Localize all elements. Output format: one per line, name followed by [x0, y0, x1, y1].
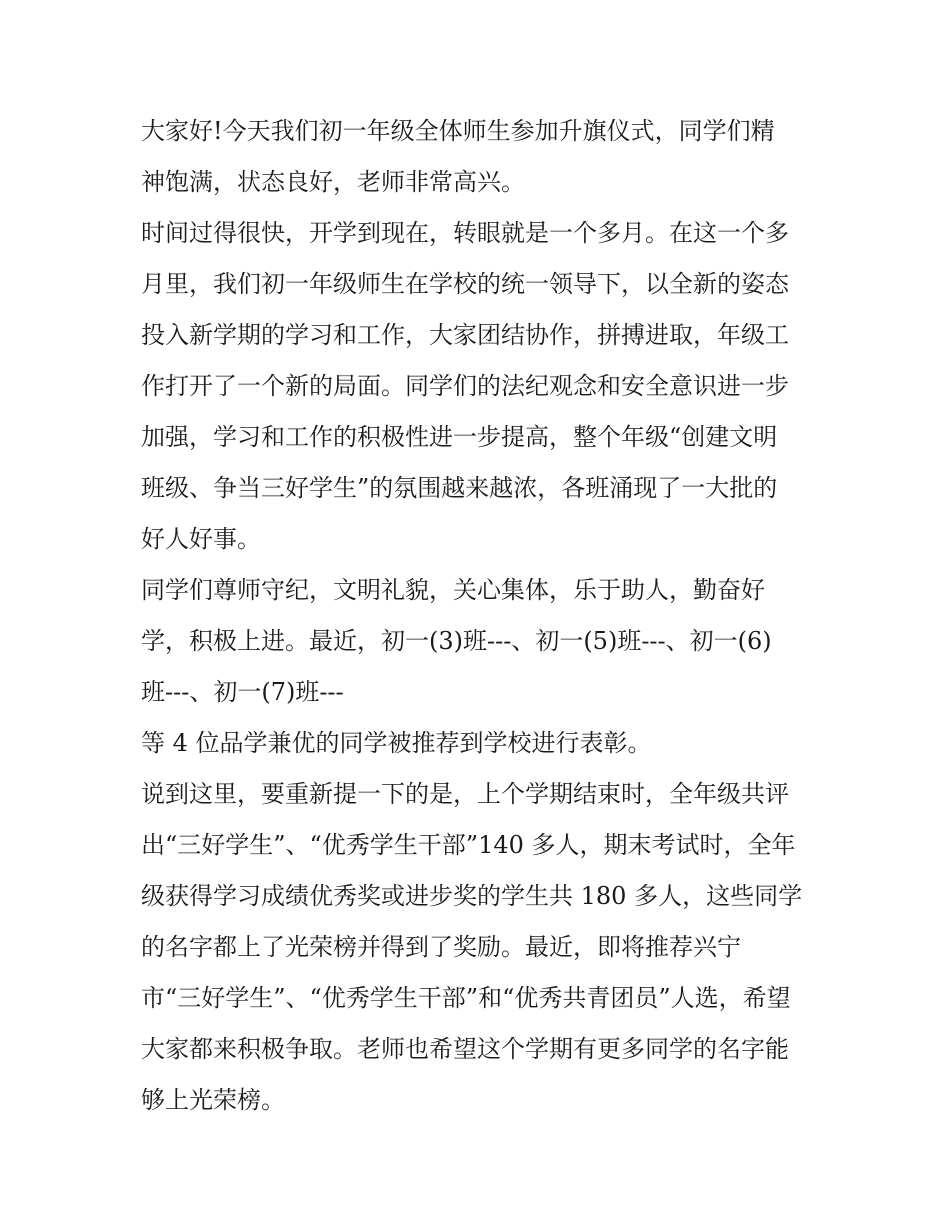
text-line: 时间过得很快，开学到现在，转眼就是一个多月。在这一个多 — [141, 219, 789, 247]
text-line: 投入新学期的学习和工作，大家团结协作，拼搏进取，年级工 — [141, 321, 789, 349]
text-line: 大家都来积极争取。老师也希望这个学期有更多同学的名字能 — [141, 1035, 789, 1063]
text-line: 学，积极上进。最近，初一(3)班---、初一(5)班---、初一(6) — [141, 627, 772, 655]
text-line: 好人好事。 — [141, 525, 261, 553]
text-line: 作打开了一个新的局面。同学们的法纪观念和安全意识进一步 — [141, 372, 789, 400]
text-line: 级获得学习成绩优秀奖或进步奖的学生共 180 多人，这些同学 — [141, 882, 803, 910]
text-line: 大家好!今天我们初一年级全体师生参加升旗仪式，同学们精 — [141, 117, 775, 145]
document-body — [141, 106, 813, 1126]
paragraph-recommendation — [141, 718, 813, 769]
paragraph-awards — [141, 769, 813, 1126]
text-line: 说到这里，要重新提一下的是，上个学期结束时，全年级共评 — [141, 780, 789, 808]
text-line: 同学们尊师守纪，文明礼貌，关心集体，乐于助人，勤奋好 — [141, 576, 765, 604]
text-line: 出“三好学生”、“优秀学生干部”140 多人，期末考试时，全年 — [141, 831, 796, 859]
text-line: 够上光荣榜。 — [141, 1086, 285, 1114]
text-line: 班---、初一(7)班--- — [141, 678, 344, 706]
paragraph-progress — [141, 208, 813, 565]
text-line: 神饱满，状态良好，老师非常高兴。 — [141, 168, 525, 196]
text-line: 加强，学习和工作的积极性进一步提高，整个年级“创建文明 — [141, 423, 778, 451]
text-line: 班级、争当三好学生”的氛围越来越浓，各班涌现了一大批的 — [141, 474, 778, 502]
paragraph-students — [141, 565, 813, 718]
text-line: 月里，我们初一年级师生在学校的统一领导下，以全新的姿态 — [141, 270, 789, 298]
text-line: 的名字都上了光荣榜并得到了奖励。最近，即将推荐兴宁 — [141, 933, 741, 961]
paragraph-greeting — [141, 106, 813, 208]
text-line: 市“三好学生”、“优秀学生干部”和“优秀共青团员”人选，希望 — [141, 984, 791, 1012]
text-line: 等 4 位品学兼优的同学被推荐到学校进行表彰。 — [141, 729, 652, 757]
